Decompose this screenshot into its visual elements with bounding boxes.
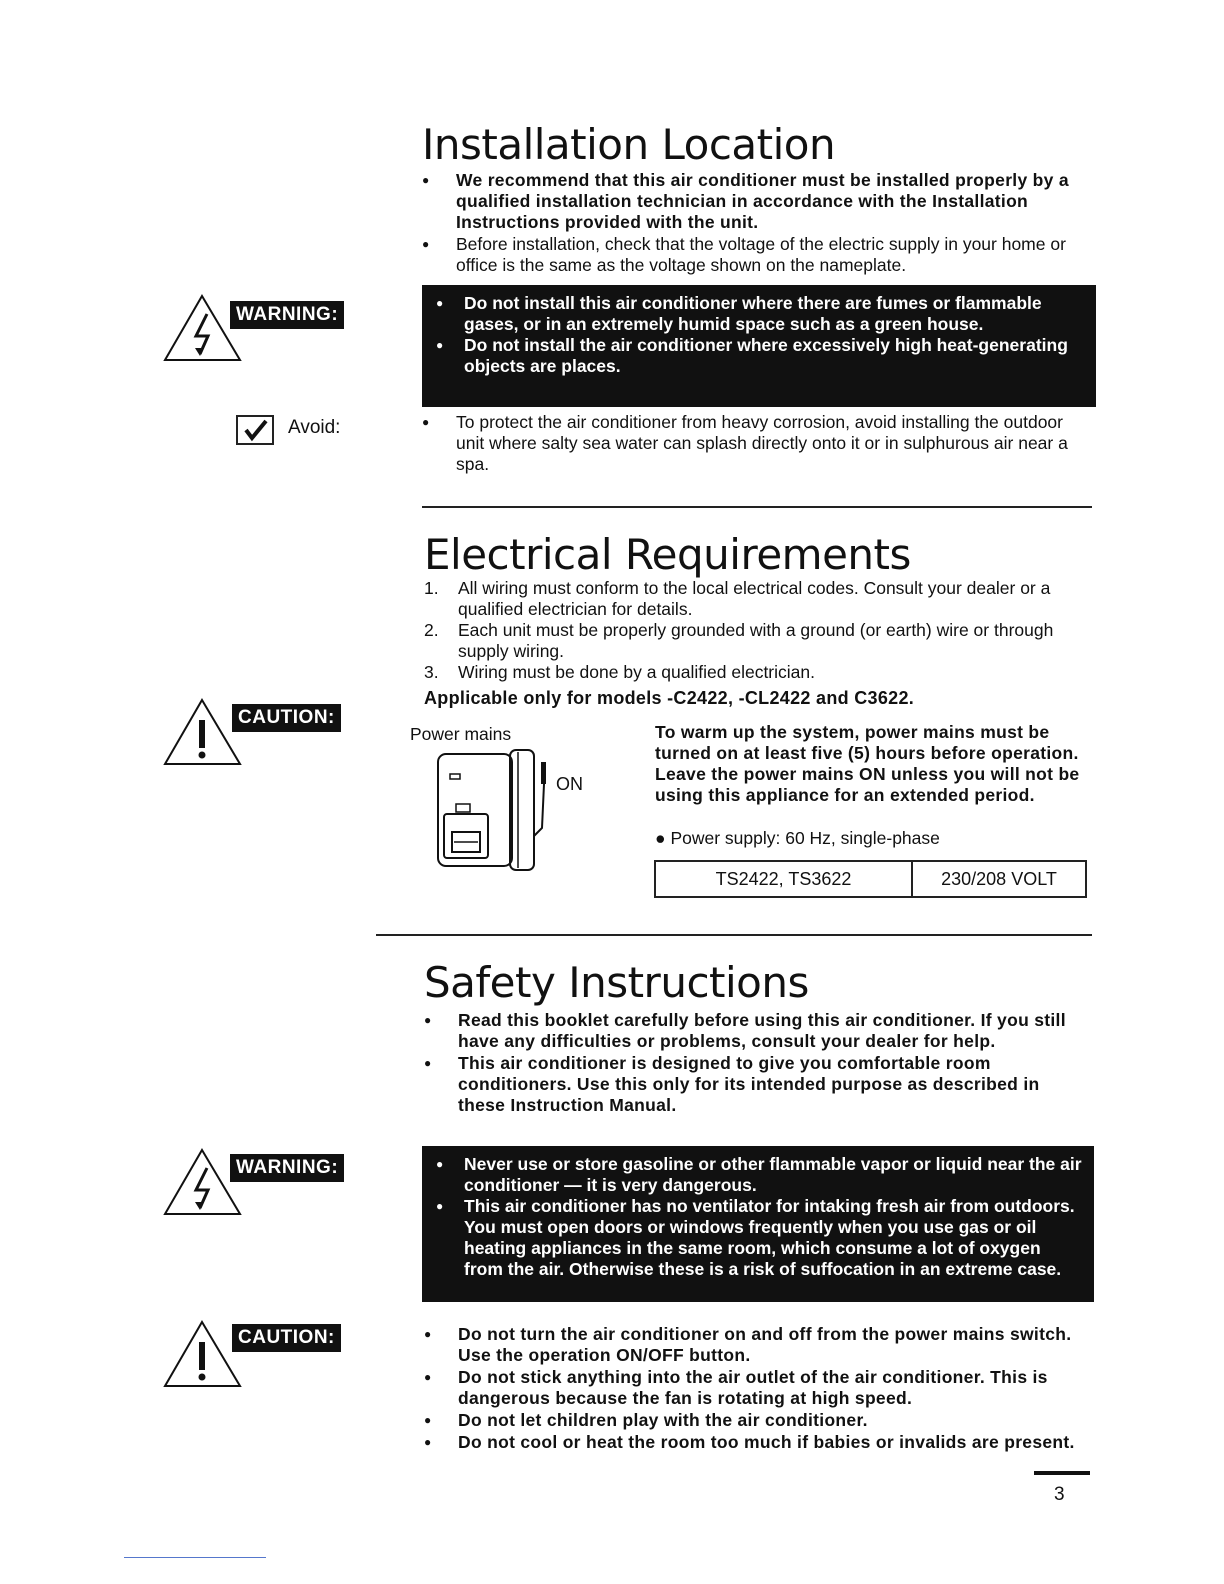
list-item: ● Do not cool or heat the room too much if babies or invalids are present. xyxy=(424,1432,1088,1453)
list-item: 1. All wiring must conform to the local electrical codes. Consult your dealer or a qualified electrician for details. xyxy=(424,578,1051,619)
voltage-table xyxy=(654,860,1087,898)
table-row xyxy=(655,861,1086,897)
list-item: ● Read this booklet carefully before using this air conditioner. If you still have any difficulties or problems, consult your dealer for help. xyxy=(424,1010,1088,1052)
warning-box xyxy=(422,1146,1094,1302)
list-item: ● We recommend that this air conditioner must be installed properly by a qualified installation technician in accordance with the Installation Instructions provided with the unit. xyxy=(422,170,1082,233)
avoid-label: Avoid: xyxy=(288,417,341,438)
section-divider xyxy=(376,934,1092,936)
list-item: ● This air conditioner has no ventilator for intaking fresh air from outdoors. You must open doors or windows frequently when you use gas or oil heating appliances in the same room, which consume a lot of oxygen from the air. Otherwise these is a risk of suffocation in an extreme case. xyxy=(432,1196,1084,1280)
models-cell: TS2422, TS3622 xyxy=(655,861,912,897)
power-mains-label: Power mains xyxy=(410,724,512,744)
list-item: ● Never use or store gasoline or other flammable vapor or liquid near the air conditioner — it is very dangerous. xyxy=(432,1154,1084,1196)
page-number-rule xyxy=(1034,1471,1090,1475)
installation-bullets xyxy=(422,170,1082,277)
list-item: 2. Each unit must be properly grounded with a ground (or earth) wire or through supply wiring. xyxy=(424,620,1054,661)
list-item: ● To protect the air conditioner from heavy corrosion, avoid installing the outdoor unit where salty sea water can splash directly onto it or in sulphurous air near a spa. xyxy=(422,412,1082,475)
power-supply-text: ● Power supply: 60 Hz, single-phase xyxy=(655,828,940,848)
list-item: ● Do not let children play with the air conditioner. xyxy=(424,1410,1088,1431)
list-item: 3. Wiring must be done by a qualified electrician. xyxy=(424,662,815,682)
caution-list xyxy=(424,1324,1088,1454)
caution-label: CAUTION: xyxy=(232,704,341,732)
warning-label: WARNING: xyxy=(230,301,344,329)
list-item: ● Do not install the air conditioner where excessively high heat-generating objects are places. xyxy=(432,335,1086,377)
list-item: ● Do not turn the air conditioner on and off from the power mains switch. Use the operation ON/OFF button. xyxy=(424,1324,1088,1366)
list-item: ● Before installation, check that the voltage of the electric supply in your home or office is the same as the voltage shown on the nameplate. xyxy=(422,234,1082,276)
voltage-cell: 230/208 VOLT xyxy=(912,861,1086,897)
installation-title: Installation Location xyxy=(422,120,836,169)
list-item: ● Do not install this air conditioner where there are fumes or flammable gases, or in an extremely humid space such as a green house. xyxy=(432,293,1086,335)
page-number: 3 xyxy=(1054,1484,1065,1505)
avoid-list xyxy=(422,412,1082,476)
electrical-title: Electrical Requirements xyxy=(424,530,911,579)
warmup-text: To warm up the system, power mains must be turned on at least five (5) hours before operation. Leave the power mains ON unless you will not be using this appliance for an extended period. xyxy=(655,722,1080,805)
warning-label: WARNING: xyxy=(230,1154,344,1182)
caution-label: CAUTION: xyxy=(232,1324,341,1352)
warning-box xyxy=(422,285,1096,407)
power-mains-switch-icon xyxy=(434,748,546,876)
electrical-list xyxy=(424,578,1084,683)
list-item: ● This air conditioner is designed to give you comfortable room conditioners. Use this only for its intended purpose as described in these Instruction Manual. xyxy=(424,1053,1088,1116)
scan-edge-line xyxy=(124,1557,266,1558)
section-divider xyxy=(422,506,1092,508)
check-icon xyxy=(236,415,274,445)
applicable-models: Applicable only for models -C2422, -CL2422 and C3622. xyxy=(424,688,915,708)
list-item: ● Do not stick anything into the air outlet of the air conditioner. This is dangerous because the fan is rotating at high speed. xyxy=(424,1367,1088,1409)
on-label: ON xyxy=(556,774,583,794)
safety-bullets xyxy=(424,1010,1088,1117)
safety-title: Safety Instructions xyxy=(424,958,809,1007)
